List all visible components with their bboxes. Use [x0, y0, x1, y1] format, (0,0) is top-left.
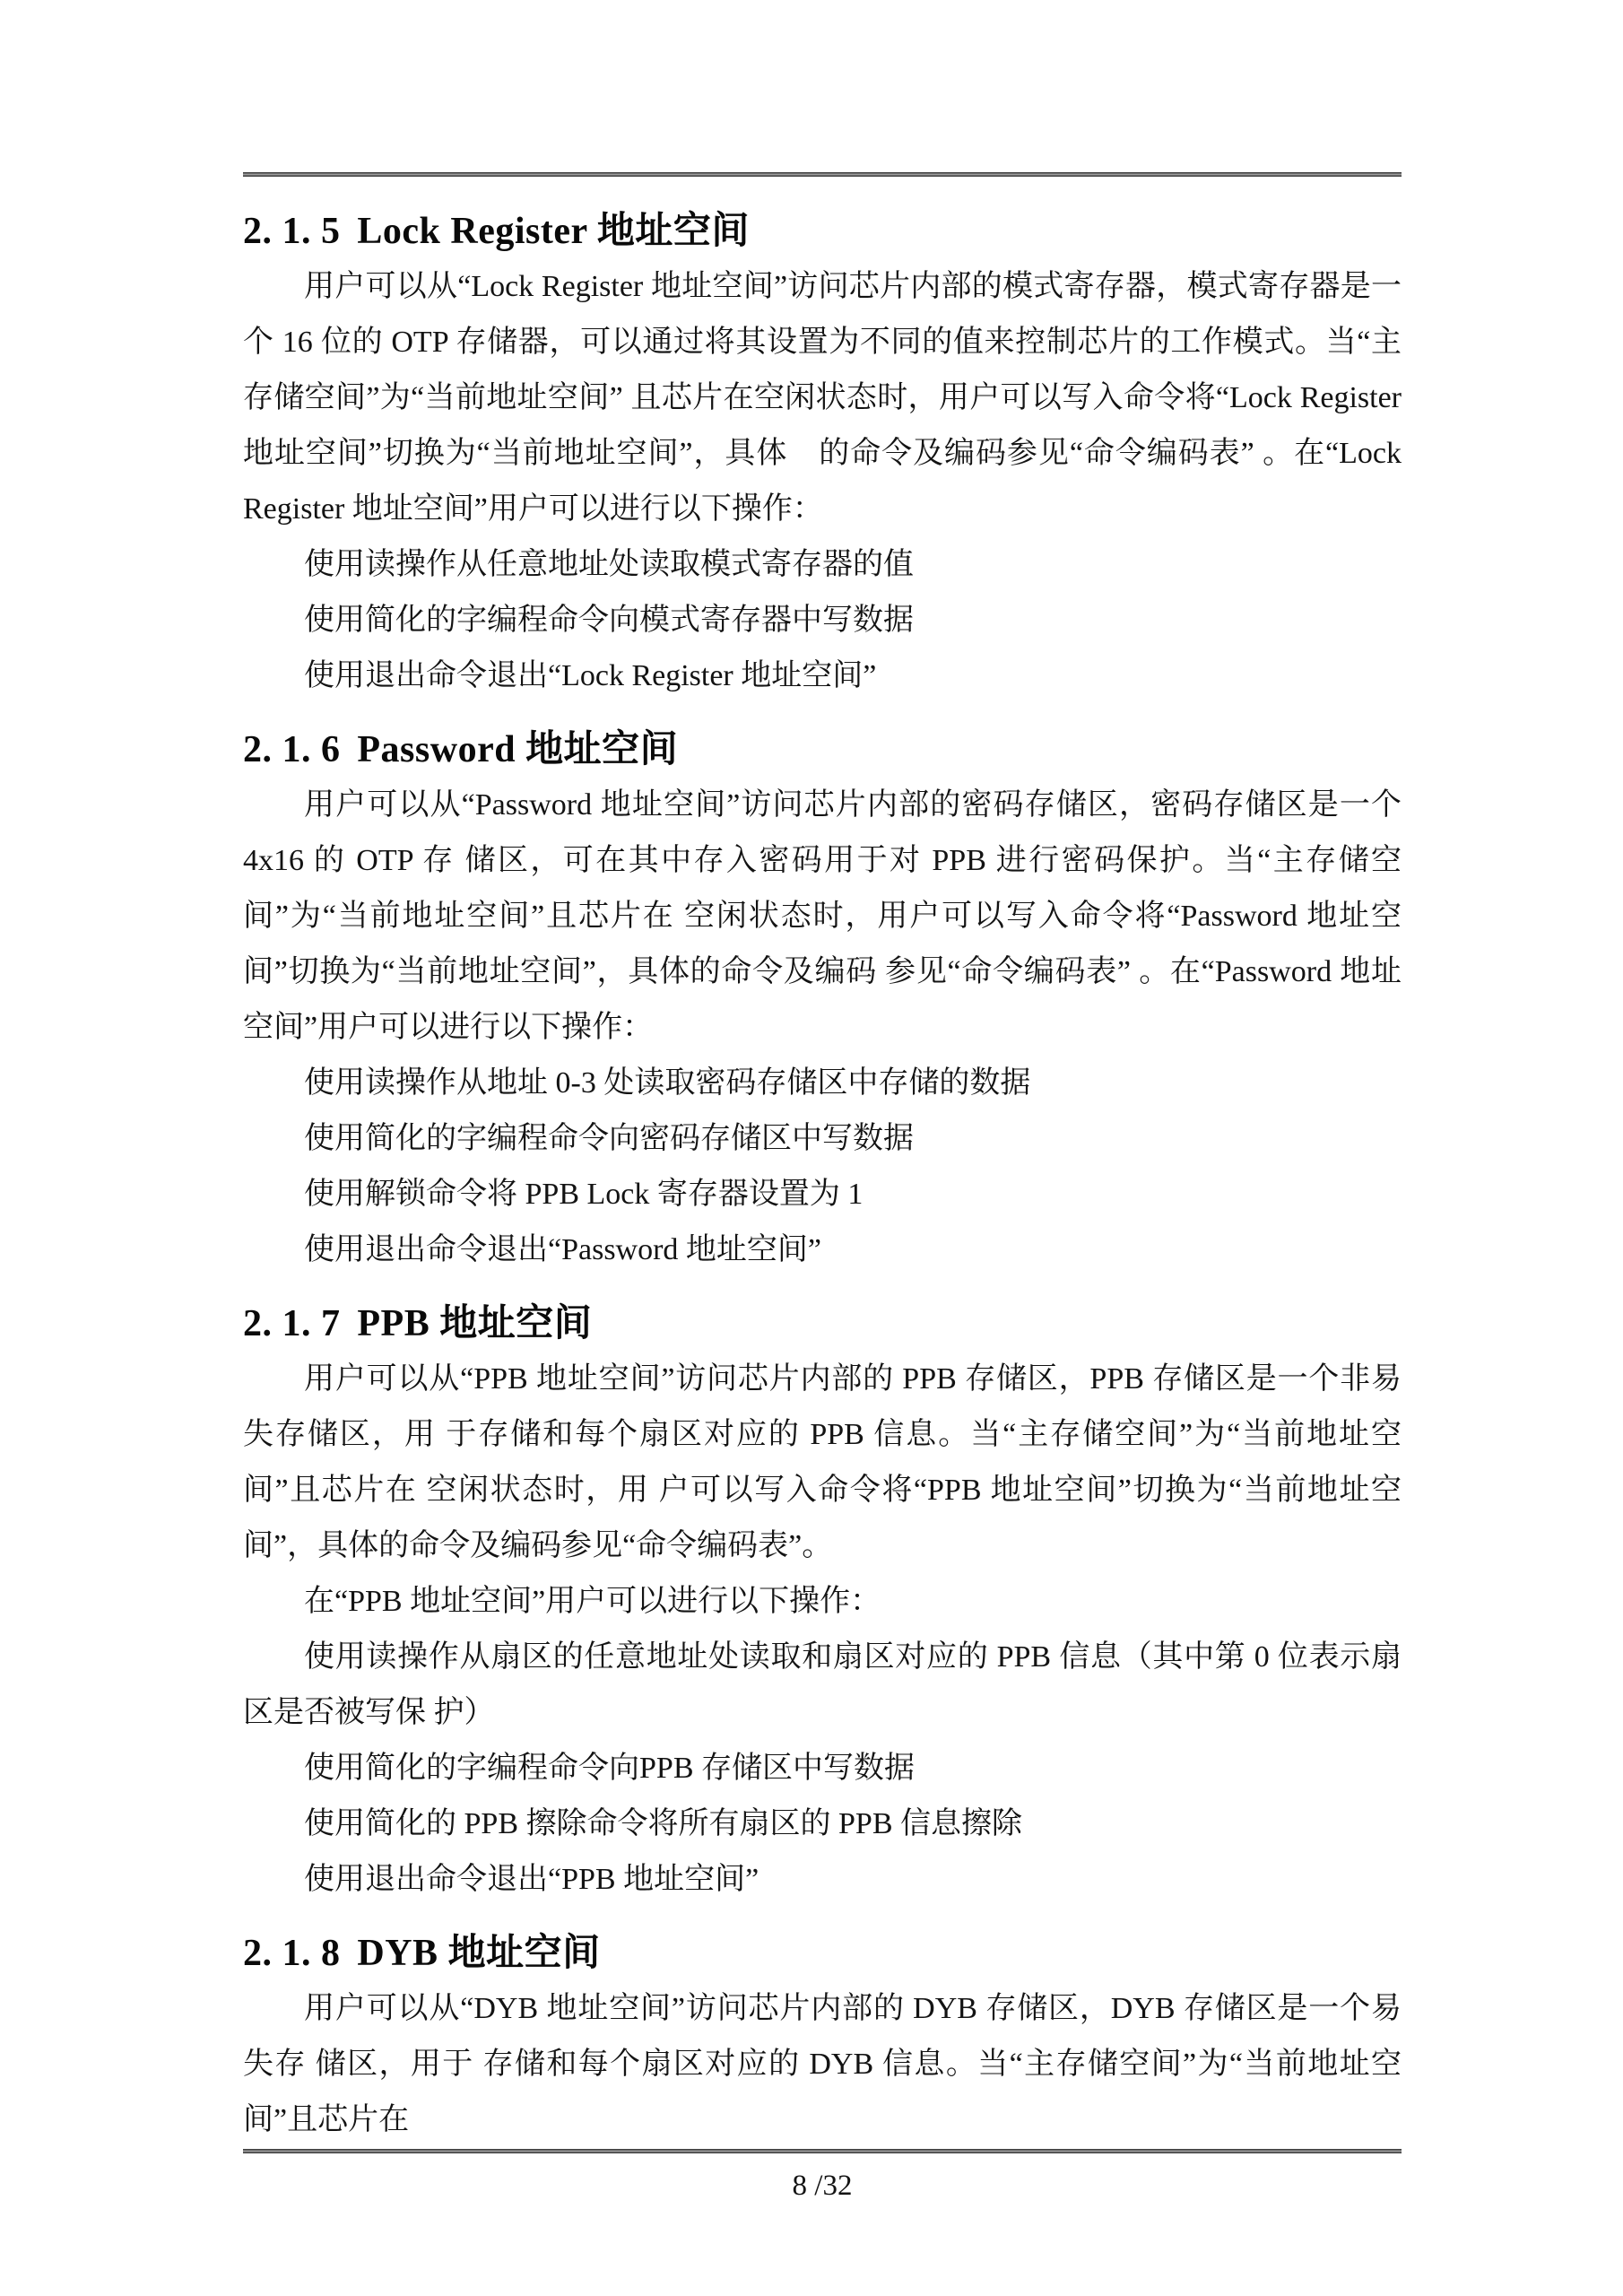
- footer-rule: [243, 2149, 1402, 2153]
- section-title: DYB 地址空间: [357, 1933, 601, 1974]
- section-dyb: [243, 1926, 1402, 2148]
- operation-item: 使用退出命令退出“Password 地址空间”: [304, 1233, 822, 1266]
- operation-item: 使用简化的字编程命令向PPB 存储区中写数据: [304, 1752, 915, 1785]
- section-title: PPB 地址空间: [357, 1303, 593, 1344]
- operation-item: 使用简化的 PPB 擦除命令将所有扇区的 PPB 信息擦除: [304, 1807, 1022, 1840]
- section-number: 2. 1. 8: [243, 1933, 341, 1974]
- operation-item: 使用简化的字编程命令向密码存储区中写数据: [304, 1122, 914, 1155]
- operation-item: 使用读操作从任意地址处读取模式寄存器的值: [304, 548, 914, 581]
- operation-item: 使用简化的字编程命令向模式寄存器中写数据: [304, 604, 914, 637]
- page-number: 8 /32: [792, 2170, 853, 2202]
- section-heading: [243, 1296, 1402, 1352]
- section-number: 2. 1. 5: [243, 211, 341, 252]
- operation-item: 使用退出命令退出“Lock Register 地址空间”: [304, 659, 877, 692]
- section-password: [243, 722, 1402, 1278]
- paragraph: 用户可以从“PPB 地址空间”访问芯片内部的 PPB 存储区，PPB 存储区是一个非易失存储区，用 于存储和每个扇区对应的 PPB 信息。当“主存储空间”为“当前地址空间”且芯片在 空闲状态时，用 户可以写入命令将“PPB 地址空间”切换为“当前地址空间”，具体的命令及编码参见“命令编码表”。: [243, 1362, 1402, 1562]
- paragraph: 用户可以从“Lock Register 地址空间”访问芯片内部的模式寄存器，模式寄存器是一个 16 位的 OTP 存储器，可以通过将其设置为不同的值来控制芯片的工作模式。当“主存储空间”为“当前地址空间” 且芯片在空闲状态时，用户可以写入命令将“Lock Register 地址空间”切换为“当前地址空间”，具体 的命令及编码参见“命令编码表” 。在“Lock Register 地址空间”用户可以进行以下操作：: [243, 270, 1402, 526]
- paragraph: 用户可以从“DYB 地址空间”访问芯片内部的 DYB 存储区，DYB 存储区是一个易失存 储区，用于 存储和每个扇区对应的 DYB 信息。当“主存储空间”为“当前地址空间”且芯片在: [243, 1992, 1402, 2136]
- operation-item: 使用解锁命令将 PPB Lock 寄存器设置为 1: [304, 1178, 864, 1211]
- section-number: 2. 1. 7: [243, 1303, 341, 1344]
- section-number: 2. 1. 6: [243, 729, 341, 770]
- section-ppb: [243, 1296, 1402, 1908]
- section-lock-register: [243, 204, 1402, 704]
- page-footer: [243, 2149, 1402, 2213]
- paragraph: 用户可以从“Password 地址空间”访问芯片内部的密码存储区，密码存储区是一个 4x16 的 OTP 存 储区，可在其中存入密码用于对 PPB 进行密码保护。当“主存储空间”为“当前地址空间”且芯片在 空闲状态时，用户可以写入命令将“Password 地址空间”切换为“当前地址空间”，具体的命令及编码 参见“命令编码表” 。在“Password 地址空间”用户可以进行以下操作：: [243, 788, 1402, 1044]
- section-title: Lock Register 地址空间: [357, 211, 750, 252]
- header-rule: [243, 172, 1402, 177]
- section-heading: [243, 204, 1402, 259]
- section-heading: [243, 1926, 1402, 1981]
- operation-item: 使用读操作从扇区的任意地址处读取和扇区对应的 PPB 信息（其中第 0 位表示扇区是否被写保 护）: [243, 1640, 1402, 1729]
- operation-item: 使用退出命令退出“PPB 地址空间”: [304, 1863, 759, 1896]
- document-body: [243, 0, 1402, 2148]
- operation-item: 使用读操作从地址 0-3 处读取密码存储区中存储的数据: [304, 1066, 1031, 1100]
- section-heading: [243, 722, 1402, 778]
- section-title: Password 地址空间: [357, 729, 679, 770]
- paragraph: 在“PPB 地址空间”用户可以进行以下操作：: [304, 1585, 881, 1618]
